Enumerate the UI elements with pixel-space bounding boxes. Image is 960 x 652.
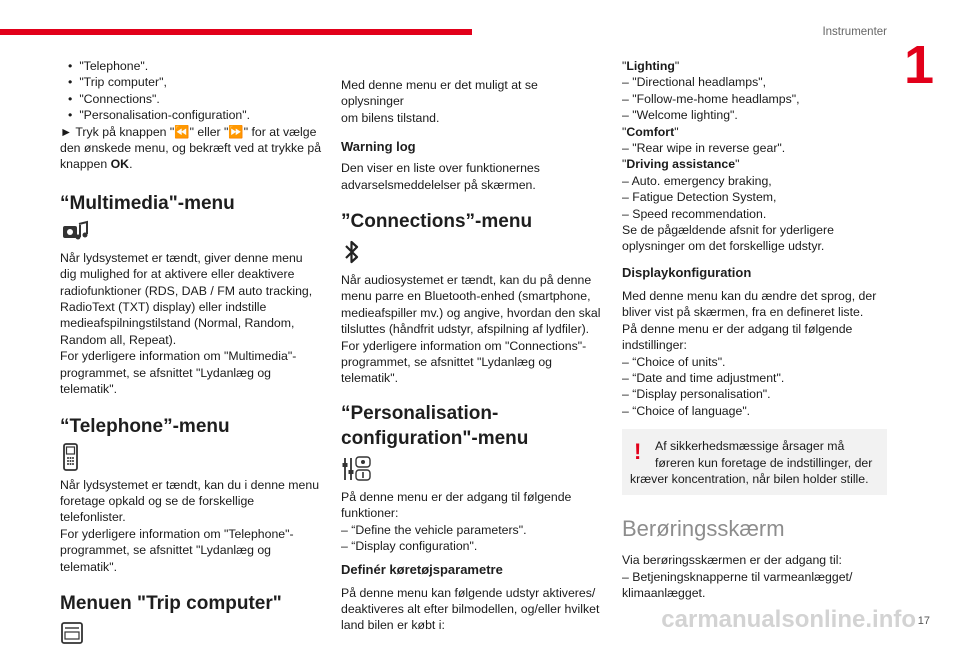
- text-line: telematik".: [60, 382, 117, 397]
- text-line: – "Follow-me-home headlamps",: [622, 91, 800, 106]
- text-line: På denne menu er der adgang til følgende: [341, 489, 572, 504]
- display-config-text: [622, 288, 887, 419]
- bullet-text: "Connections".: [79, 91, 160, 106]
- text-line: medieafspiller mv.) og angive, hvordan den skal: [341, 305, 601, 320]
- text-line: – Betjeningsknapperne til varmeanlægget/: [622, 569, 853, 584]
- text-line: Se de pågældende afsnit for yderligere: [622, 223, 834, 238]
- text-line: RadioText (TXT) display) eller indstille: [60, 300, 267, 315]
- text-line: føreren kun foretage de indstillinger, der: [655, 455, 873, 470]
- instruction-text: knappen: [60, 157, 111, 172]
- text-line: bliver vist på skærmen, fra en defineret liste.: [622, 305, 864, 320]
- text-line: – "Directional headlamps",: [622, 75, 767, 90]
- text-line: – “Display personalisation".: [622, 387, 771, 402]
- chapter-number: 1: [904, 35, 935, 95]
- safety-warning-box: [622, 429, 887, 495]
- text-line: medieafspilningstilstand (Normal, Random,: [60, 316, 295, 331]
- connections-heading: ”Connections”-menu: [341, 211, 533, 233]
- heading-line: “Personalisation-: [341, 402, 499, 424]
- text-line: land bilen er købt i:: [341, 618, 445, 633]
- text-line: Når audiosystemet er tændt, kan du på denne: [341, 273, 592, 288]
- text-line: deaktiveres alt efter bilmodellen, og/eller hvilket: [341, 601, 600, 616]
- text-line: – Speed recommendation.: [622, 206, 767, 221]
- touchscreen-heading: Berøringsskærm: [622, 516, 785, 542]
- text-line: dig mulighed for at aktivere eller deaktivere: [60, 267, 295, 282]
- telephone-heading: “Telephone”-menu: [60, 415, 230, 437]
- list-item: [68, 74, 322, 90]
- ok-label: OK: [110, 157, 130, 172]
- connections-text: [341, 272, 603, 387]
- bluetooth-icon: [341, 238, 363, 266]
- define-vehicle-text: [341, 585, 603, 634]
- header-red-bar: [0, 29, 472, 35]
- text-line: indstillinger:: [622, 338, 687, 353]
- text-line: På denne menu er der adgang til følgende: [622, 321, 853, 336]
- menu-bullet-list: [60, 58, 322, 124]
- text-line: For yderligere information om "Telephone"-: [60, 526, 294, 541]
- text-line: tilsluttes (håndfrit udstyr, afspilning af lydfiler).: [341, 322, 590, 337]
- lighting-label: Lighting: [626, 59, 675, 73]
- text-line: – "Welcome lighting".: [622, 108, 738, 123]
- personalisation-text: [341, 489, 603, 555]
- text-line: Med denne menu kan du ændre det sprog, der: [622, 288, 877, 303]
- telephone-icon: [60, 443, 82, 471]
- text-line: advarselsmeddelelser på skærmen.: [341, 177, 536, 192]
- rewind-icon: ⏪: [174, 124, 190, 139]
- text-line: menu parre en Bluetooth-enhed (smartphone,: [341, 289, 591, 304]
- telephone-text: [60, 477, 322, 575]
- fast-forward-icon: ⏩: [228, 124, 244, 139]
- bullet-text: "Personalisation-configuration".: [79, 108, 251, 123]
- driving-assistance-label: Driving assistance: [626, 157, 736, 172]
- instruction-text: " for at vælge: [243, 124, 317, 139]
- list-item: [68, 91, 322, 107]
- watermark: carmanualsonline.info: [661, 606, 916, 633]
- text-line: telematik".: [341, 371, 398, 386]
- multimedia-text: [60, 250, 322, 398]
- define-vehicle-heading: Definér køretøjsparametre: [341, 561, 503, 577]
- text-line: – “Choice of language".: [622, 403, 751, 418]
- text-line: klimaanlægget.: [622, 586, 706, 601]
- trip-computer-heading: Menuen "Trip computer": [60, 592, 282, 614]
- text-line: Af sikkerhedsmæssige årsager må: [655, 439, 845, 454]
- text-line: Via berøringsskærmen er der adgang til:: [622, 553, 842, 568]
- column-left: [60, 58, 322, 652]
- bullet-text: "Trip computer",: [79, 75, 167, 90]
- text-line: kræver koncentration, når bilen holder stille.: [630, 471, 869, 486]
- instruction-text: .: [129, 157, 133, 172]
- trip-intro-text: [341, 77, 603, 126]
- list-item: [68, 58, 322, 74]
- text-line: telematik".: [60, 559, 117, 574]
- chapter-title: Instrumenter: [822, 26, 887, 38]
- text-line: programmet, se afsnittet "Lydanlæg og: [341, 355, 553, 370]
- text-line: – Auto. emergency braking,: [622, 173, 772, 188]
- text-line: – “Date and time adjustment".: [622, 370, 785, 385]
- bullet-text: "Telephone".: [79, 59, 149, 73]
- personalisation-heading: [341, 401, 603, 451]
- vehicle-parameters-list: "Lighting" – "Directional headlamps", – "Follow-me-home headlamps", – "Welcome lighting". "Comfort" – "Rear wipe in reverse gear". "Driving assistance" – Auto. emergency braking, – Fatigue Detection System, – Speed recommendation. Se de pågældende afsnit for yderligere oplysninger om det forskellige udstyr.: [622, 59, 834, 254]
- page-number: 17: [917, 615, 930, 627]
- instruction-text: den ønskede menu, og bekræft ved at trykke på: [60, 141, 322, 156]
- text-line: programmet, se afsnittet "Lydanlæg og: [60, 365, 272, 380]
- comfort-label: Comfort: [626, 124, 675, 139]
- warning-log-heading: Warning log: [341, 139, 416, 155]
- column-right: [622, 58, 887, 602]
- instruction-text: " eller ": [189, 124, 229, 139]
- multimedia-icon: [60, 220, 90, 244]
- column-middle: [341, 77, 603, 634]
- display-config-heading: Displaykonfiguration: [622, 264, 752, 280]
- text-line: Den viser en liste over funktionernes: [341, 161, 540, 176]
- text-line: For yderligere information om "Connections"-: [341, 338, 587, 353]
- press-instruction: [60, 124, 322, 173]
- text-line: oplysninger om det forskellige udstyr.: [622, 239, 825, 254]
- text-line: foretage opkald og se de forskellige telefonlister.: [60, 493, 255, 525]
- text-line: funktioner:: [341, 506, 399, 521]
- text-line: radiofunktioner (RDS, DAB / FM auto tracking,: [60, 283, 313, 298]
- instruction-text: ► Tryk på knappen ": [60, 124, 175, 139]
- multimedia-heading: “Multimedia"-menu: [60, 192, 235, 214]
- text-line: Når lydsystemet er tændt, kan du i denne menu: [60, 477, 320, 492]
- warning-log-text: [341, 160, 603, 193]
- text-line: – “Choice of units".: [622, 354, 726, 369]
- text-line: Når lydsystemet er tændt, giver denne menu: [60, 250, 303, 265]
- text-line: Random all, Repeat).: [60, 332, 177, 347]
- text-line: – “Define the vehicle parameters".: [341, 522, 527, 537]
- text-line: om bilens tilstand.: [341, 110, 440, 125]
- text-line: Med denne menu er det muligt at se oplysninger: [341, 78, 538, 109]
- touchscreen-text: [622, 552, 887, 601]
- safety-warning-text: [630, 438, 879, 487]
- list-item: [68, 107, 322, 123]
- heading-line: configuration"-menu: [341, 427, 529, 449]
- text-line: For yderligere information om "Multimedia"-: [60, 349, 297, 364]
- settings-sliders-icon: [341, 455, 373, 483]
- text-line: – Fatigue Detection System,: [622, 190, 777, 205]
- text-line: – “Display configuration".: [341, 539, 478, 554]
- trip-computer-icon: [60, 620, 86, 646]
- warning-exclamation-icon: !: [634, 439, 642, 465]
- text-line: – "Rear wipe in reverse gear".: [622, 141, 786, 156]
- text-line: programmet, se afsnittet "Lydanlæg og: [60, 543, 272, 558]
- text-line: På denne menu kan følgende udstyr aktiveres/: [341, 585, 596, 600]
